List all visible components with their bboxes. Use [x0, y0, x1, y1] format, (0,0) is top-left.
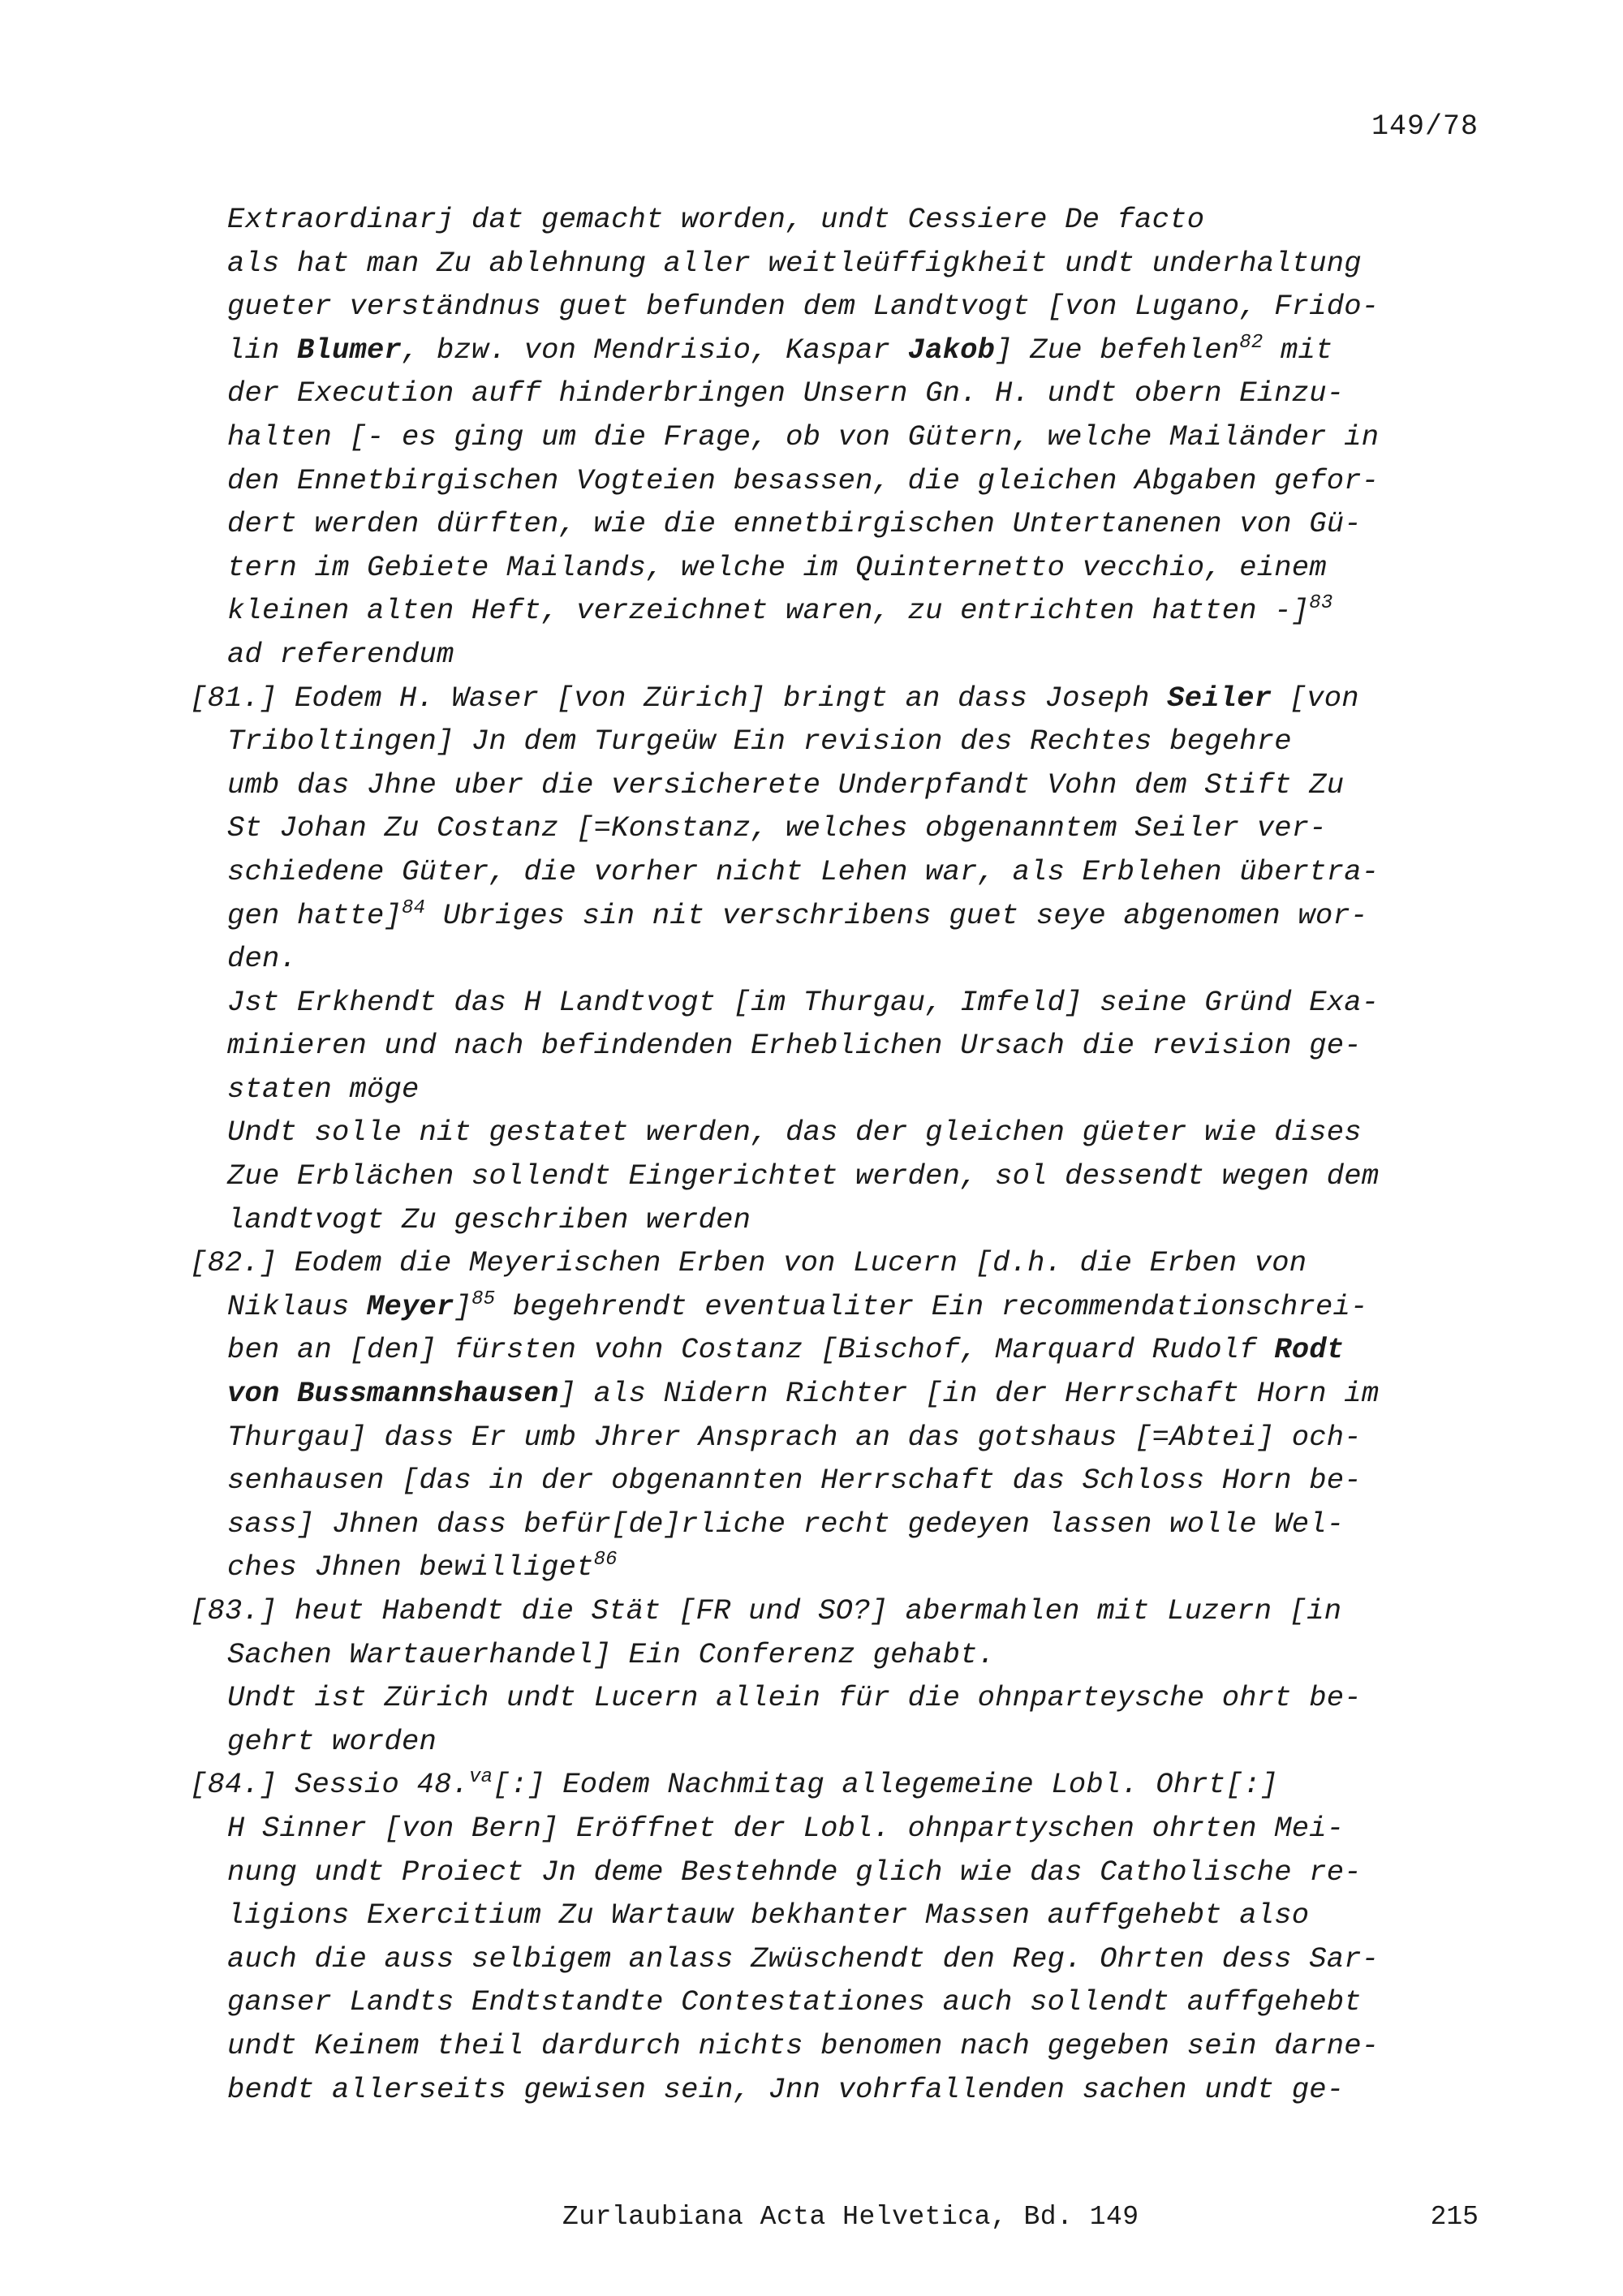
text-line: bendt allerseits gewisen sein, Jnn vohrfallenden sachen undt ge- [227, 2072, 1345, 2106]
text-line: der Execution auff hinderbringen Unsern Gn. H. undt obern Einzu- [227, 376, 1345, 411]
footnote-ref: 86 [593, 1549, 618, 1572]
text-line: kleinen alten Heft, verzeichnet waren, zu entrichten hatten -]$^{83}$ [227, 592, 1333, 628]
body-text [190, 198, 1493, 2111]
text-line: schiedene Güter, die vorher nicht Lehen war, als Erblehen übertra- [227, 854, 1380, 888]
footnote-ref: 85 [471, 1288, 496, 1311]
text-line: auch die auss selbigem anlass Zwüschendt den Reg. Ohrten dess Sar- [227, 1941, 1380, 1976]
footnote-ref: 83 [1309, 592, 1333, 615]
text-line: tern im Gebiete Mailands, welche im Quinternetto vecchio, einem [227, 550, 1327, 584]
text-line: Undt solle nit gestatet werden, das der gleichen güeter wie dises [227, 1116, 1362, 1150]
footnote-ref: 82 [1239, 331, 1264, 354]
footer-title: Zurlaubiana Acta Helvetica, Bd. 149 [562, 2202, 1139, 2232]
person-name: Rodt [1274, 1333, 1345, 1367]
text-line: den. [227, 942, 298, 976]
text-line: gen hatte]$^{84}$ Ubriges sin nit verschribens guet seye abgenomen wor- [227, 896, 1368, 932]
text-line: den Ennetbirgischen Vogteien besassen, die gleichen Abgaben gefor- [227, 463, 1380, 497]
text-line: minieren und nach befindenden Erheblichen Ursach die revision ge- [227, 1029, 1362, 1063]
text-line: gehrt worden [227, 1724, 437, 1758]
text-line: umb das Jhne uber die versicherete Underpfandt Vohn dem Stift Zu [227, 767, 1345, 802]
text-line: ligions Exercitium Zu Wartauw bekhanter Massen auffgehebt also [227, 1898, 1310, 1933]
text-line: Jst Erkhendt das H Landtvogt [im Thurgau, Imfeld] seine Gründ Exa- [227, 985, 1380, 1019]
text-line: gueter verständnus guet befunden dem Landtvogt [von Lugano, Frido- [227, 290, 1380, 324]
text-line: Sachen Wartauerhandel] Ein Conferenz gehabt. [227, 1637, 996, 1671]
text-line: Extraordinarj dat gemacht worden, undt Cessiere De facto [227, 203, 1205, 236]
text-line: ad referendum [227, 637, 454, 671]
text-line: von Bussmannshausen] als Nidern Richter [in der Herrschaft Horn im [227, 1377, 1380, 1411]
entry-line: [82.] Eodem die Meyerischen Erben von Lucern [d.h. die Erben von [190, 1246, 1307, 1280]
text-line: staten möge [227, 1072, 420, 1106]
person-name: von Bussmannshausen [227, 1377, 559, 1411]
footer-page-number: 215 [1430, 2202, 1479, 2232]
footnote-ref: 84 [402, 896, 426, 919]
text-line: senhausen [das in der obgenannten Herrschaft das Schloss Horn be- [227, 1464, 1362, 1498]
text-line: Zue Erblächen sollendt Eingerichtet werden, sol dessendt wegen dem [227, 1159, 1380, 1193]
superscript: va [469, 1766, 493, 1789]
page-number: 149/78 [1371, 110, 1479, 143]
text-line: undt Keinem theil dardurch nichts benomen nach gegeben sein darne- [227, 2028, 1380, 2062]
text-line: ben an [den] fürsten vohn Costanz [Bischof, Marquard Rudolf Rodt [227, 1333, 1345, 1367]
text-line: H Sinner [von Bern] Eröffnet der Lobl. ohnpartyschen ohrten Mei- [227, 1811, 1345, 1845]
text-line: Niklaus Meyer]$^{85}$ begehrendt eventualiter Ein recommendationschrei- [227, 1288, 1368, 1323]
text-line: halten [- es ging um die Frage, ob von Gütern, welche Mailänder in [227, 419, 1380, 454]
person-name: Jakob [907, 333, 996, 367]
text-line: Thurgau] dass Er umb Jhrer Ansprach an das gotshaus [=Abtei] och- [227, 1420, 1362, 1454]
text-line: lin Blumer, bzw. von Mendrisio, Kaspar Jakob] Zue befehlen$^{82}$ mit [227, 331, 1333, 367]
text-line: ganser Landts Endtstandte Contestationes auch sollendt auffgehebt [227, 1985, 1362, 2019]
person-name: Meyer [367, 1289, 454, 1323]
text-line: St Johan Zu Costanz [=Konstanz, welches obgenanntem Seiler ver- [227, 811, 1327, 845]
person-name: Seiler [1167, 681, 1272, 715]
text-line: ches Jhnen bewilliget$^{86}$ [227, 1549, 618, 1584]
text-line: Triboltingen] Jn dem Turgeüw Ein revision des Rechtes begehre [227, 724, 1292, 759]
text-line: landtvogt Zu geschriben werden [227, 1202, 751, 1236]
entry-line: [84.] Sessio 48.$^{va}$[:] Eodem Nachmitag allegemeine Lobl. Ohrt[:] [190, 1766, 1278, 1802]
entry-line: [81.] Eodem H. Waser [von Zürich] bringt an dass Joseph Seiler [von [190, 681, 1359, 715]
text-line: sass] Jhnen dass befür[de]rliche recht gedeyen lassen wolle Wel- [227, 1507, 1345, 1541]
text-line: dert werden dürften, wie die ennetbirgischen Untertanenen von Gü- [227, 507, 1362, 541]
text-line: als hat man Zu ablehnung aller weitleüffigkheit undt underhaltung [227, 246, 1362, 280]
entry-line: [83.] heut Habendt die Stät [FR und SO?] abermahlen mit Luzern [in [190, 1594, 1342, 1627]
text-line: nung undt Proiect Jn deme Bestehnde glich wie das Catholische re- [227, 1855, 1362, 1889]
text-line: Undt ist Zürich undt Lucern allein für die ohnparteysche ohrt be- [227, 1681, 1362, 1715]
person-name: Blumer [297, 333, 403, 367]
